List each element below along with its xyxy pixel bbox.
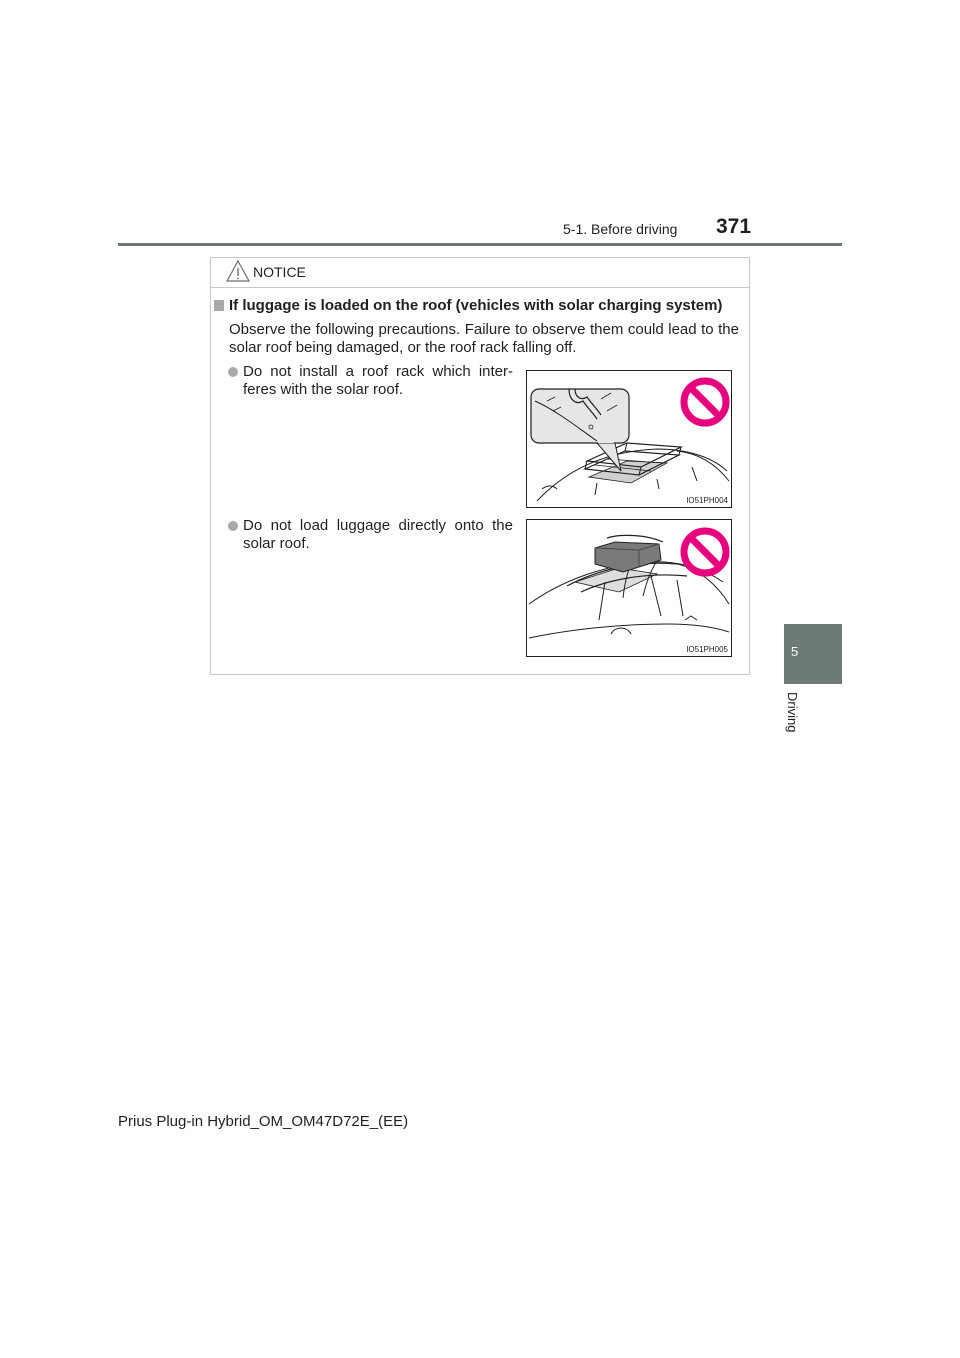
footer-document-id: Prius Plug-in Hybrid_OM_OM47D72E_(EE) [118, 1113, 409, 1130]
bullet [228, 367, 238, 377]
prohibited-icon [684, 531, 726, 573]
chapter-number: 5 [791, 644, 799, 659]
page-number: 371 [716, 215, 752, 238]
section-title: 5-1. Before driving [563, 221, 678, 237]
item-text: Do not install a roof rack which inter- feres with the solar roof. [243, 363, 513, 398]
header-rule [118, 243, 842, 246]
notice-label: NOTICE [253, 264, 306, 280]
prohibited-icon [684, 381, 726, 423]
notice-heading: If luggage is loaded on the roof (vehicles with solar charging system) [229, 297, 723, 314]
roof-rack-illustration [526, 370, 732, 508]
notice-body: Observe the following precautions. Failure to observe them could lead to the solar roof being damaged, or the roof rack falling off. [229, 321, 739, 356]
notice-separator [211, 287, 749, 288]
warning-triangle-icon [225, 258, 251, 284]
bullet [228, 521, 238, 531]
illustration-code: IO51PH004 [686, 496, 728, 505]
heading-marker [214, 300, 224, 311]
item-text: Do not load luggage directly onto the solar roof. [243, 517, 513, 552]
illustration-code: IO51PH005 [686, 645, 728, 654]
luggage-on-roof-illustration [526, 519, 732, 657]
chapter-label: Driving [785, 692, 800, 733]
